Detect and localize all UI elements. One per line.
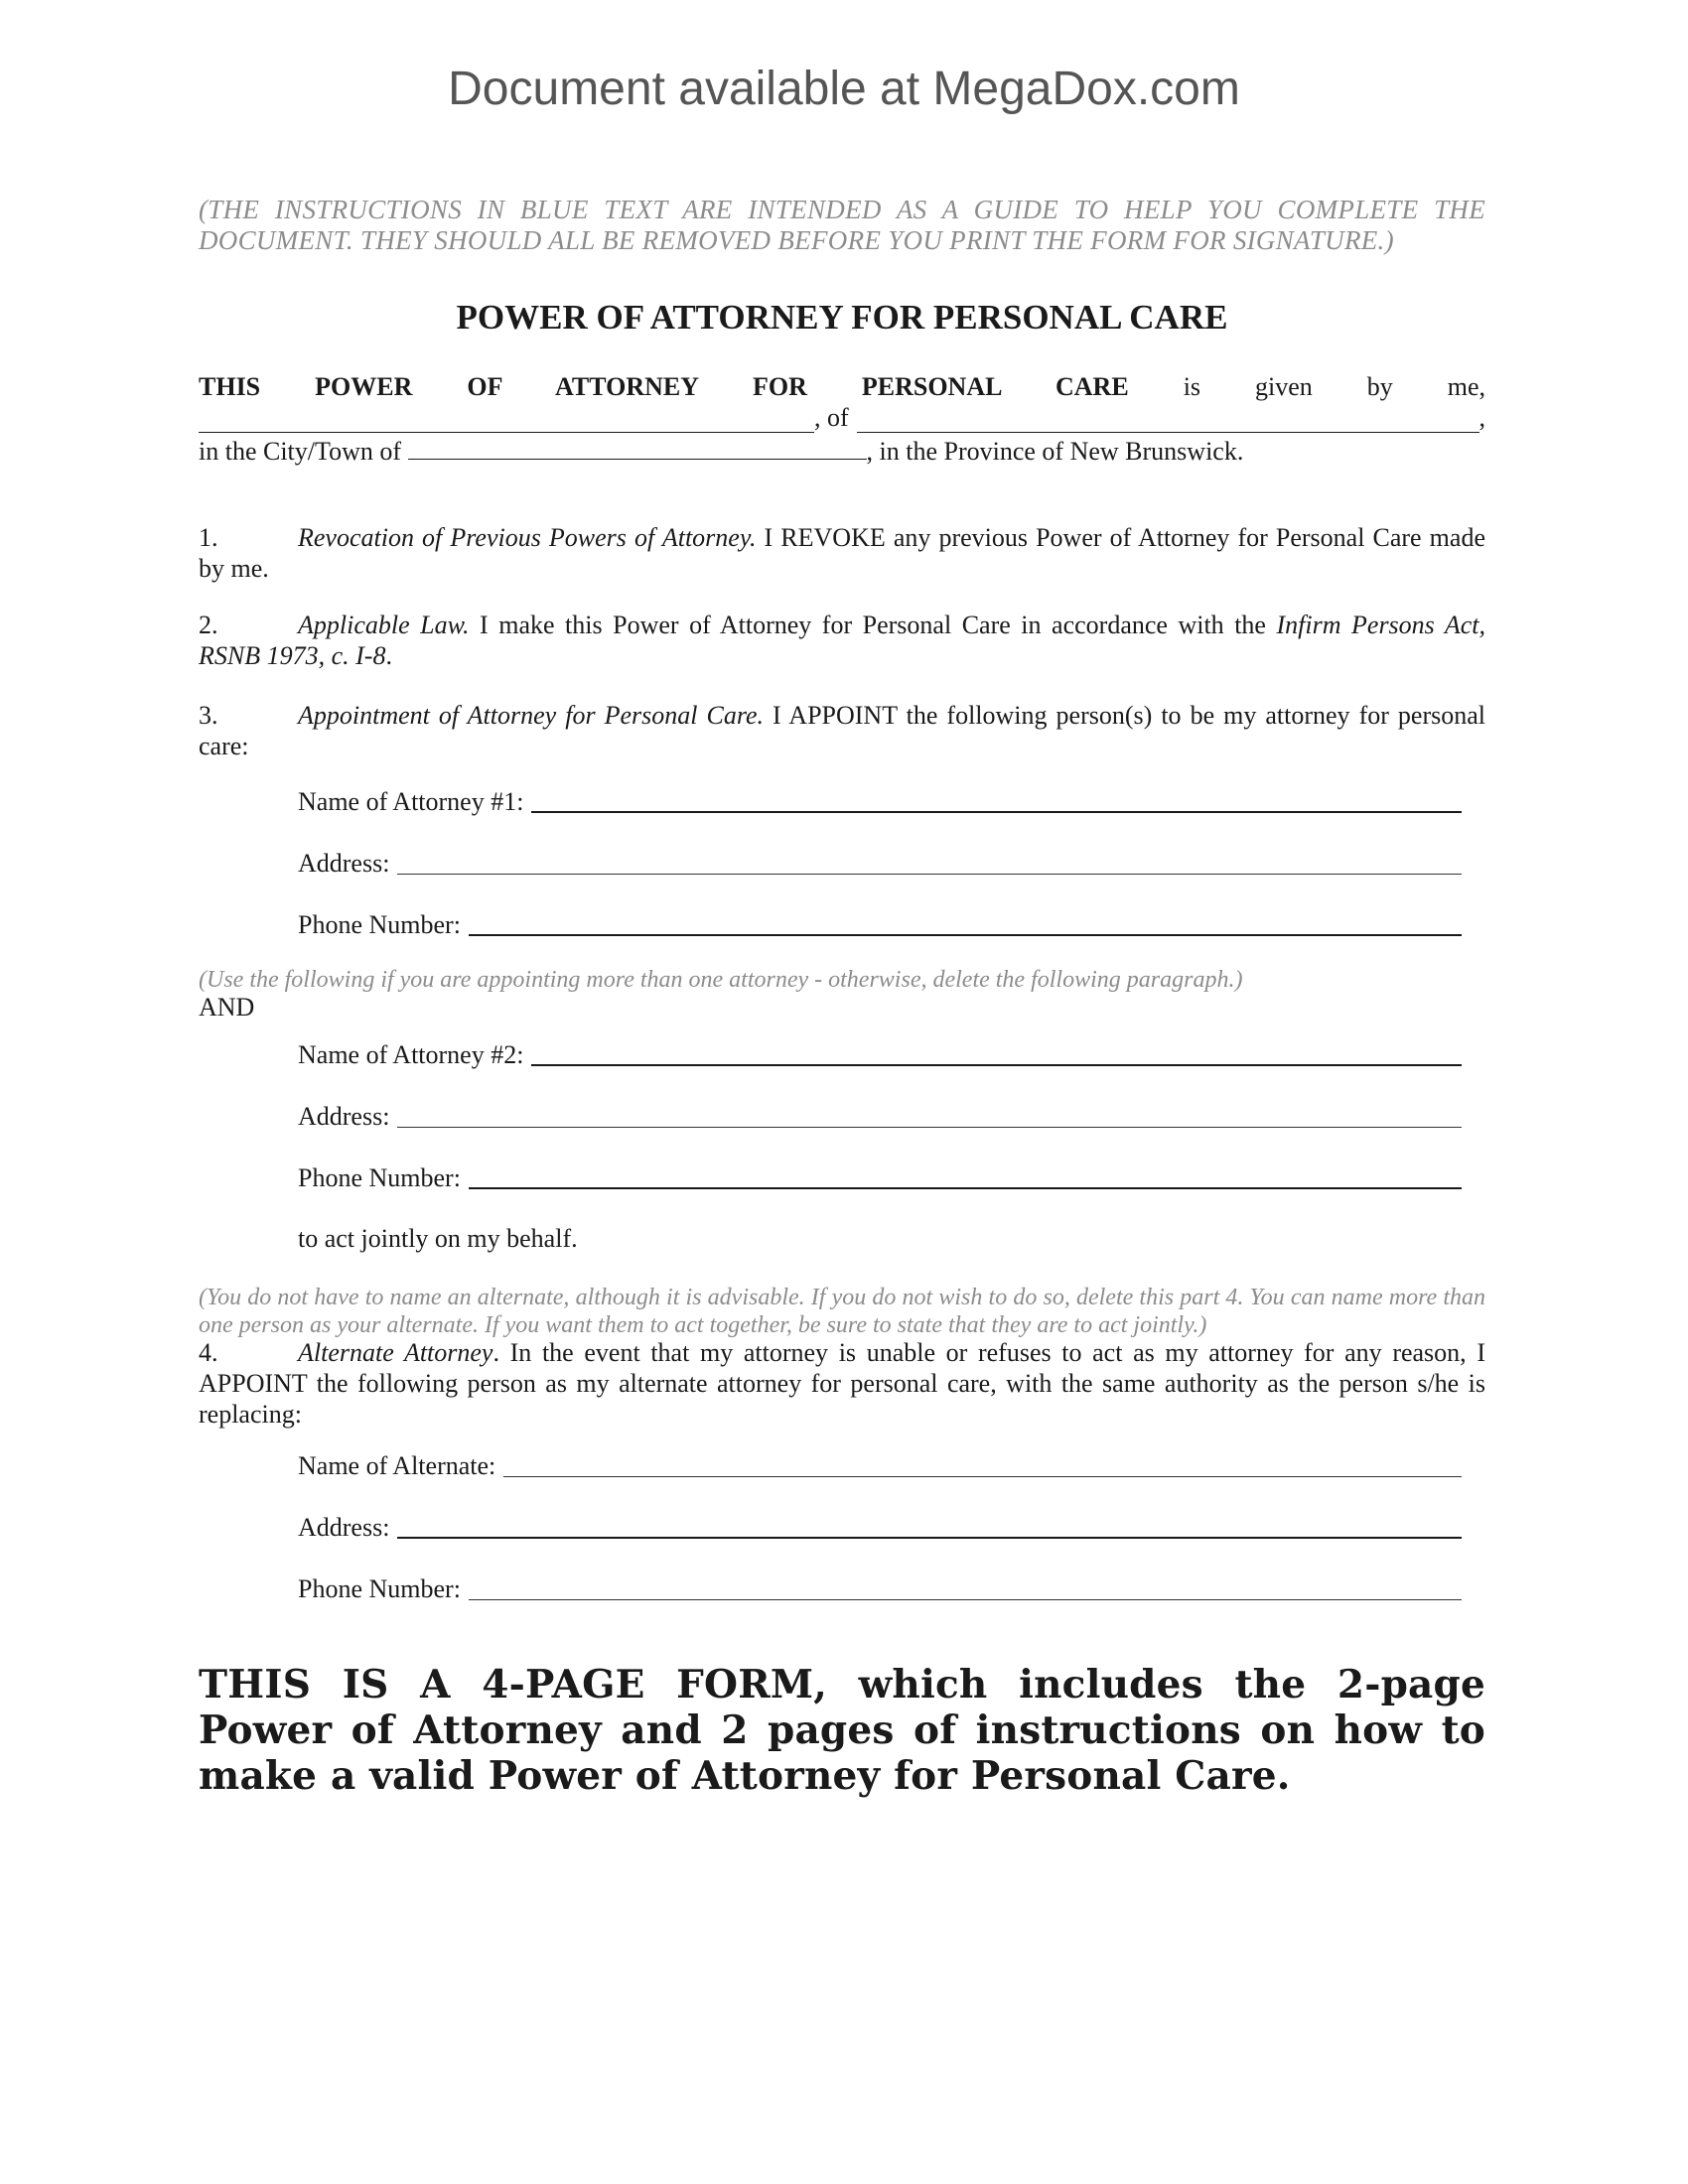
attorney1-address-field[interactable]: [397, 874, 1462, 875]
section-2: [199, 610, 1485, 671]
jointly-text: to act jointly on my behalf.: [298, 1224, 578, 1253]
attorney2-phone-field[interactable]: [469, 1187, 1462, 1189]
section-heading: Appointment of Attorney for Personal Care.: [298, 701, 765, 730]
instructions-top: (THE INSTRUCTIONS IN BLUE TEXT ARE INTENDED AS A GUIDE TO HELP YOU COMPLETE THE DOCUMENT. THEY SHOULD ALL BE REMOVED BEFORE YOU PRINT THE FORM FOR SIGNATURE.): [199, 195, 1485, 255]
section-1: [199, 522, 1485, 584]
intro-comma: ,: [1478, 403, 1485, 432]
section-text: I APPOINT the following person(s) to be my attorney for personal care:: [199, 701, 1485, 760]
attorney1-name-row: [298, 787, 1462, 817]
document-title: POWER OF ATTORNEY FOR PERSONAL CARE: [456, 298, 1228, 337]
and-label: AND: [199, 993, 255, 1022]
field-label: Address:: [298, 849, 390, 878]
section-text: . In the event that my attorney is unable or refuses to act as my attorney for any reason, I APPOINT the following person as my alternate attorney for personal care, with the same authority as the person s/he is replacing:: [199, 1338, 1485, 1429]
intro-line-1: [199, 371, 1485, 402]
grantor-name-blank[interactable]: [199, 406, 814, 433]
attorney2-address-row: [298, 1102, 1462, 1132]
document-body: [199, 195, 1485, 1799]
intro-province: , in the Province of New Brunswick.: [866, 437, 1244, 466]
field-label: Address:: [298, 1102, 390, 1131]
attorney1-name-field[interactable]: [531, 811, 1462, 813]
alternate-address-field[interactable]: [397, 1537, 1462, 1539]
city-town-blank[interactable]: [408, 433, 867, 460]
section-3: [199, 700, 1485, 761]
attorney2-name-field[interactable]: [531, 1064, 1462, 1066]
four-page-form-note: THIS IS A 4-PAGE FORM, which includes the 2-page Power of Attorney and 2 pages of instructions on how to make a valid Power of Attorney for Personal Care.: [199, 1662, 1485, 1799]
attorney1-phone-field[interactable]: [469, 934, 1462, 936]
section-number: 1.: [199, 523, 218, 552]
field-label: Address:: [298, 1513, 390, 1542]
attorney1-phone-row: [298, 910, 1462, 940]
field-label: Phone Number:: [298, 910, 461, 939]
intro-city-prefix: in the City/Town of: [199, 437, 402, 466]
field-label: Phone Number:: [298, 1163, 461, 1192]
section-end: .: [385, 641, 392, 670]
section-number: 2.: [199, 611, 218, 639]
alternate-phone-row: [298, 1574, 1462, 1604]
section-heading: Revocation of Previous Powers of Attorney.: [298, 523, 757, 552]
intro-line-3: [199, 433, 1485, 467]
section-4: [199, 1337, 1485, 1430]
intro-paragraph: [199, 371, 1485, 467]
alternate-address-row: [298, 1513, 1462, 1543]
act-citation: Infirm Persons Act, RSNB 1973, c. I-8: [199, 611, 1485, 670]
intro-bold-text: THIS POWER OF ATTORNEY FOR PERSONAL CARE: [199, 372, 1129, 401]
intro-given-by: is given by me,: [1183, 372, 1486, 401]
instructions-alternate: (You do not have to name an alternate, although it is advisable. If you do not wish to do so, delete this part 4. You can name more than one person as your alternate. If you want them to act together, be sure to state that they are to act jointly.): [199, 1285, 1485, 1338]
instructions-multiple-attorneys: (Use the following if you are appointing more than one attorney - otherwise, delete the following paragraph.): [199, 967, 1243, 993]
alternate-phone-field[interactable]: [469, 1599, 1462, 1600]
section-heading: Applicable Law.: [298, 611, 470, 639]
section-text: I make this Power of Attorney for Personal Care in accordance with the: [469, 611, 1277, 639]
attorney1-address-row: [298, 849, 1462, 879]
field-label: Name of Alternate:: [298, 1451, 496, 1480]
alternate-name-field[interactable]: [503, 1476, 1462, 1477]
field-label: Name of Attorney #2:: [298, 1040, 524, 1069]
alternate-name-row: [298, 1451, 1462, 1481]
attorney2-name-row: [298, 1040, 1462, 1070]
attorney2-phone-row: [298, 1163, 1462, 1193]
field-label: Phone Number:: [298, 1574, 461, 1603]
section-number: 4.: [199, 1338, 218, 1367]
intro-line-2: [199, 402, 1485, 433]
section-heading: Alternate Attorney: [298, 1338, 493, 1367]
grantor-address-blank[interactable]: [857, 406, 1479, 433]
intro-of: , of: [814, 403, 849, 432]
megadox-banner: Document available at MegaDox.com: [448, 63, 1240, 115]
section-number: 3.: [199, 701, 218, 730]
attorney2-address-field[interactable]: [397, 1127, 1462, 1128]
section-text: I REVOKE any previous Power of Attorney for Personal Care made by me.: [199, 523, 1485, 583]
field-label: Name of Attorney #1:: [298, 787, 524, 816]
